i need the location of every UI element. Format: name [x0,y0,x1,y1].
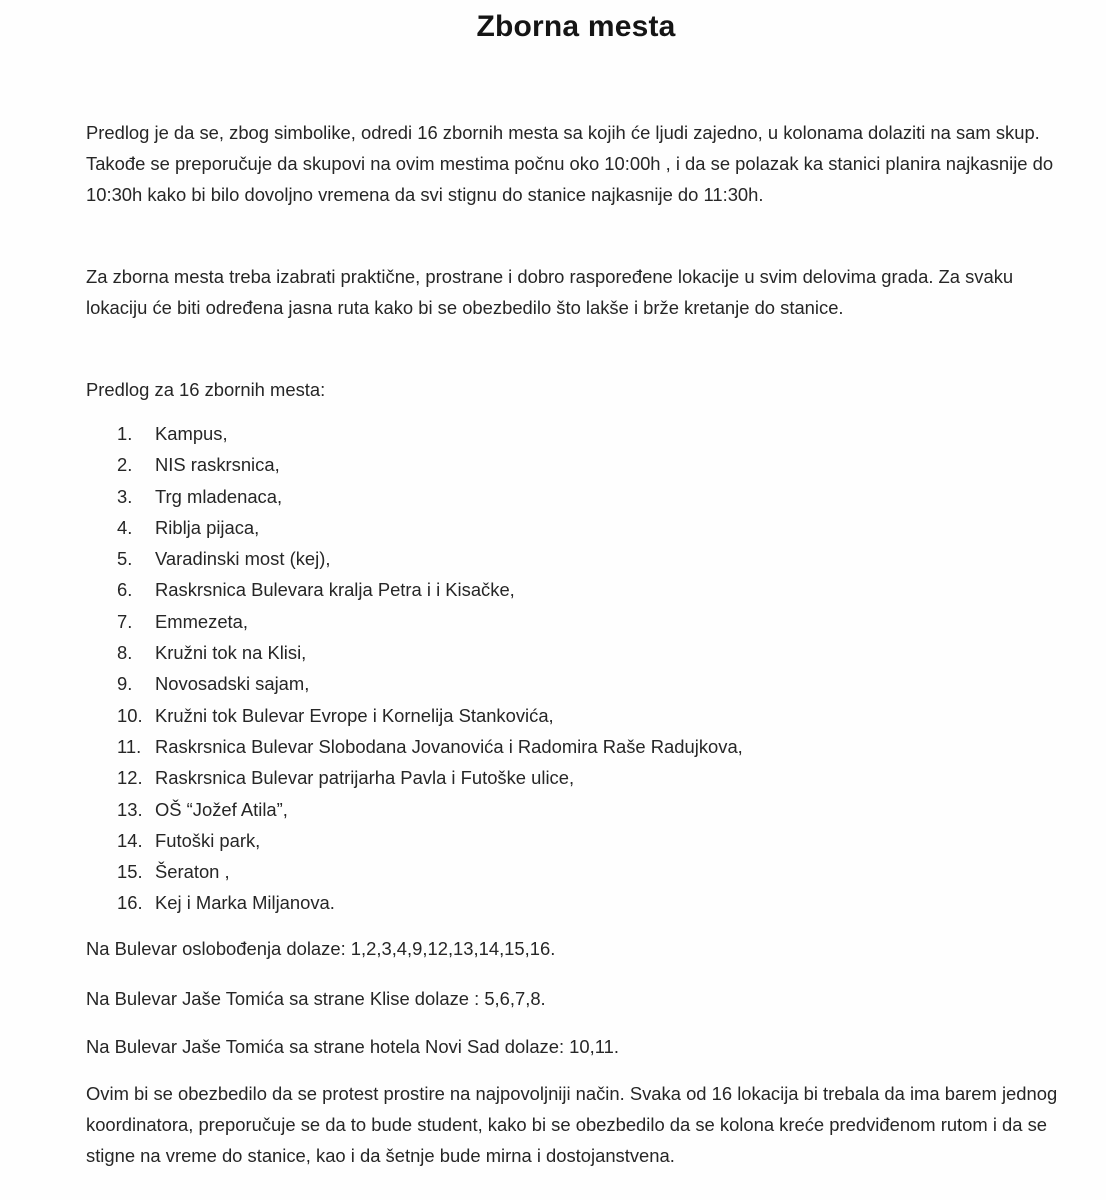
list-item [117,512,743,543]
closing-paragraph: Ovim bi se obezbedilo da se protest prostire na najpovoljniji način. Svaka od 16 lokacija bi trebala da ima barem jednog koordinatora, preporučuje se da to bude student, kako bi se obezbedilo da se kolona kreće predviđenom rutom i da se stigne na vreme do stanice, kao i da šetnje bude mirna i dostojanstvena. [86,1083,1058,1166]
list-item-text: Kej i Marka Miljanova. [155,892,335,914]
list-item-text: Varadinski most (kej), [155,548,331,570]
list-item-number: 8. [117,642,133,664]
list-item [117,449,743,480]
list-item-text: NIS raskrsnica, [155,454,280,476]
list-item [117,731,743,762]
list-item-text: Kružni tok Bulevar Evrope i Kornelija Stankovića, [155,704,554,726]
meeting-points-list [117,418,743,919]
list-item-number: 15. [117,861,143,883]
destination-jase-tomica-hotel: Na Bulevar Jaše Tomića sa strane hotela Novi Sad dolaze: 10,11. [86,1036,619,1057]
list-item-number: 1. [117,423,133,444]
list-item-text: Raskrsnica Bulevar patrijarha Pavla i Futoške ulice, [155,767,575,789]
list-item-text: Raskrsnica Bulevara kralja Petra i i Kisačke, [155,579,515,601]
list-item-number: 16. [117,892,143,914]
list-heading: Predlog za 16 zbornih mesta: [86,379,326,400]
document-title: Zborna mesta [476,10,676,43]
list-item [117,418,743,449]
list-item [117,887,743,918]
list-item-number: 4. [117,516,133,538]
list-item-number: 5. [117,548,133,570]
list-item-text: Emmezeta, [155,610,249,632]
intro-paragraph: Predlog je da se, zbog simbolike, odredi 16 zbornih mesta sa kojih će ljudi zajedno, u kolonama dolaziti na sam skup. Takođe se preporučuje da skupovi na ovim mestima počnu oko 10:00h , i da se polazak ka stanici planira najkasnije do 10:30h kako bi bilo dovoljno vremena da svi stignu do stanice najkasnije do 11:30h. [86,122,1054,205]
locations-paragraph: Za zborna mesta treba izabrati praktične, prostrane i dobro raspoređene lokacije u svim delovima grada. Za svaku lokaciju će biti određena jasna ruta kako bi se obezbedilo što lakše i brže kretanje do stanice. [86,266,1014,318]
list-item-number: 9. [117,673,133,695]
list-item-text: Novosadski sajam, [155,673,310,695]
list-item-text: Trg mladenaca, [155,485,283,507]
list-item-text: Futoški park, [155,829,261,851]
list-item [117,668,743,699]
list-item-number: 13. [117,798,143,820]
list-item-number: 7. [117,610,133,632]
list-item [117,606,743,637]
list-item-text: Kružni tok na Klisi, [155,642,307,664]
list-item-number: 14. [117,829,143,851]
list-item-text: Riblja pijaca, [155,516,260,538]
list-item-number: 2. [117,454,133,476]
list-item-text: Šeraton , [155,861,230,883]
list-item [117,794,743,825]
list-item-number: 12. [117,767,143,789]
list-item [117,543,743,574]
destination-jase-tomica-klisa: Na Bulevar Jaše Tomića sa strane Klise dolaze : 5,6,7,8. [86,988,546,1009]
list-item [117,637,743,668]
list-item [117,700,743,731]
list-item-text: Raskrsnica Bulevar Slobodana Jovanovića i Radomira Raše Radujkova, [155,735,743,757]
list-item-text: OŠ “Jožef Atila”, [155,798,288,820]
list-item [117,481,743,512]
list-item-number: 10. [117,704,143,726]
list-item-number: 3. [117,485,133,507]
list-item [117,574,743,605]
list-item [117,856,743,887]
list-item-number: 11. [117,735,142,757]
list-item [117,762,743,793]
list-item-number: 6. [117,579,133,601]
destination-bulevar-oslobodjenja: Na Bulevar oslobođenja dolaze: 1,2,3,4,9,12,13,14,15,16. [86,938,556,959]
list-item-text: Kampus, [155,423,228,444]
list-item [117,825,743,856]
